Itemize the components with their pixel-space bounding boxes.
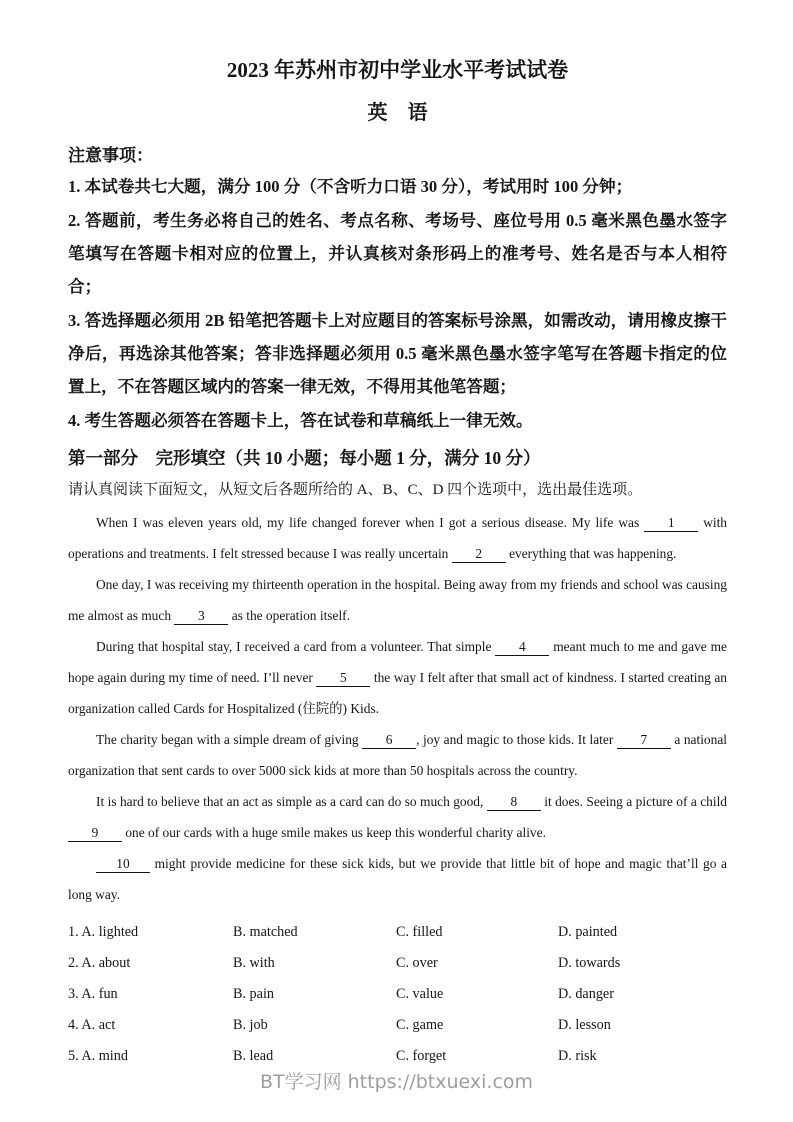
option-row	[68, 979, 727, 1010]
option-cell: C. value	[396, 986, 444, 1002]
passage-paragraph: 10 might provide medicine for these sick kids, but we provide that little bit of hope and magic that’ll go a long way.	[68, 856, 727, 902]
cloze-passage	[68, 507, 727, 910]
notice-list	[68, 170, 727, 437]
option-cell: 5. A. mind	[68, 1048, 128, 1064]
option-cell: D. danger	[558, 986, 614, 1002]
option-cell: B. with	[233, 955, 275, 971]
option-row	[68, 917, 727, 948]
notice-item: 1. 本试卷共七大题，满分 100 分（不含听力口语 30 分），考试用时 100 分钟；	[68, 177, 633, 196]
cloze-blank-9: 9	[68, 825, 122, 842]
option-cell: D. lesson	[558, 1017, 611, 1033]
cloze-blank-8: 8	[487, 794, 541, 811]
section-instruction: 请认真阅读下面短文，从短文后各题所给的 A、B、C、D 四个选项中，选出最佳选项。	[68, 482, 643, 498]
subject-title: 英 语	[367, 102, 428, 124]
section-heading: 第一部分 完形填空（共 10 小题；每小题 1 分，满分 10 分）	[68, 448, 541, 468]
cloze-blank-2: 2	[452, 546, 506, 563]
option-cell: D. painted	[558, 924, 618, 940]
option-cell: 4. A. act	[68, 1017, 116, 1033]
watermark-footer: BT学习网 https://btxuexi.com	[259, 1071, 534, 1093]
cloze-blank-4: 4	[495, 639, 549, 656]
option-cell: 3. A. fun	[68, 986, 118, 1002]
options-table	[68, 917, 727, 1072]
option-cell: B. lead	[233, 1048, 274, 1064]
option-cell: D. towards	[558, 955, 621, 971]
option-cell: C. game	[396, 1017, 444, 1033]
notice-heading: 注意事项：	[68, 146, 153, 165]
option-cell: 1. A. lighted	[68, 924, 139, 940]
passage-paragraph: When I was eleven years old, my life changed forever when I got a serious disease. My life was 1 with operations and treatments. I felt stressed because I was really uncertain 2 everything that was happening.	[68, 515, 727, 561]
option-cell: C. forget	[396, 1048, 447, 1064]
cloze-blank-5: 5	[316, 670, 370, 687]
cloze-blank-7: 7	[617, 732, 671, 749]
cloze-blank-1: 1	[644, 515, 698, 532]
option-cell: B. matched	[233, 924, 298, 940]
passage-paragraph: It is hard to believe that an act as simple as a card can do so much good, 8 it does. Seeing a picture of a child 9 one of our cards with a huge smile makes us keep this wonderful charity alive.	[68, 786, 727, 848]
option-cell: C. over	[396, 955, 438, 971]
cloze-blank-3: 3	[174, 608, 228, 625]
passage-paragraph: The charity began with a simple dream of giving 6 , joy and magic to those kids. It later 7 a national organization that sent cards to over 5000 sick kids at more than 50 hospitals across the country.	[68, 732, 727, 778]
notice-item: 4. 考生答题必须答在答题卡上，答在试卷和草稿纸上一律无效。	[68, 411, 533, 430]
passage-paragraph: One day, I was receiving my thirteenth operation in the hospital. Being away from my friends and school was causing me almost as much 3 as the operation itself.	[68, 577, 727, 623]
option-row	[68, 948, 727, 979]
notice-item: 2. 答题前，考生务必将自己的姓名、考点名称、考场号、座位号用 0.5 毫米黑色墨水签字笔填写在答题卡相对应的位置上，并认真核对条形码上的准考号、姓名是否与本人相符合；	[68, 211, 727, 296]
option-cell: 2. A. about	[68, 955, 131, 971]
cloze-blank-6: 6	[362, 732, 416, 749]
notice-item: 3. 答选择题必须用 2B 铅笔把答题卡上对应题目的答案标号涂黑，如需改动，请用橡皮擦干净后，再选涂其他答案；答非选择题必须用 0.5 毫米黑色墨水签字笔写在答题卡指定的位置上，不在答题区域内的答案一律无效，不得用其他笔答题；	[68, 311, 727, 396]
option-cell: B. pain	[233, 986, 274, 1002]
option-cell: B. job	[233, 1017, 268, 1033]
option-row	[68, 1010, 727, 1041]
cloze-blank-10: 10	[96, 856, 150, 873]
option-cell: D. risk	[558, 1048, 597, 1064]
exam-title: 2023 年苏州市初中学业水平考试试卷	[226, 58, 569, 82]
option-cell: C. filled	[396, 924, 443, 940]
passage-paragraph: During that hospital stay, I received a card from a volunteer. That simple 4 meant much to me and gave me hope again during my time of need. I’ll never 5 the way I felt after that small act of kindness. I started creating an organization called Cards for Hospitalized (住院的) Kids.	[68, 639, 727, 716]
